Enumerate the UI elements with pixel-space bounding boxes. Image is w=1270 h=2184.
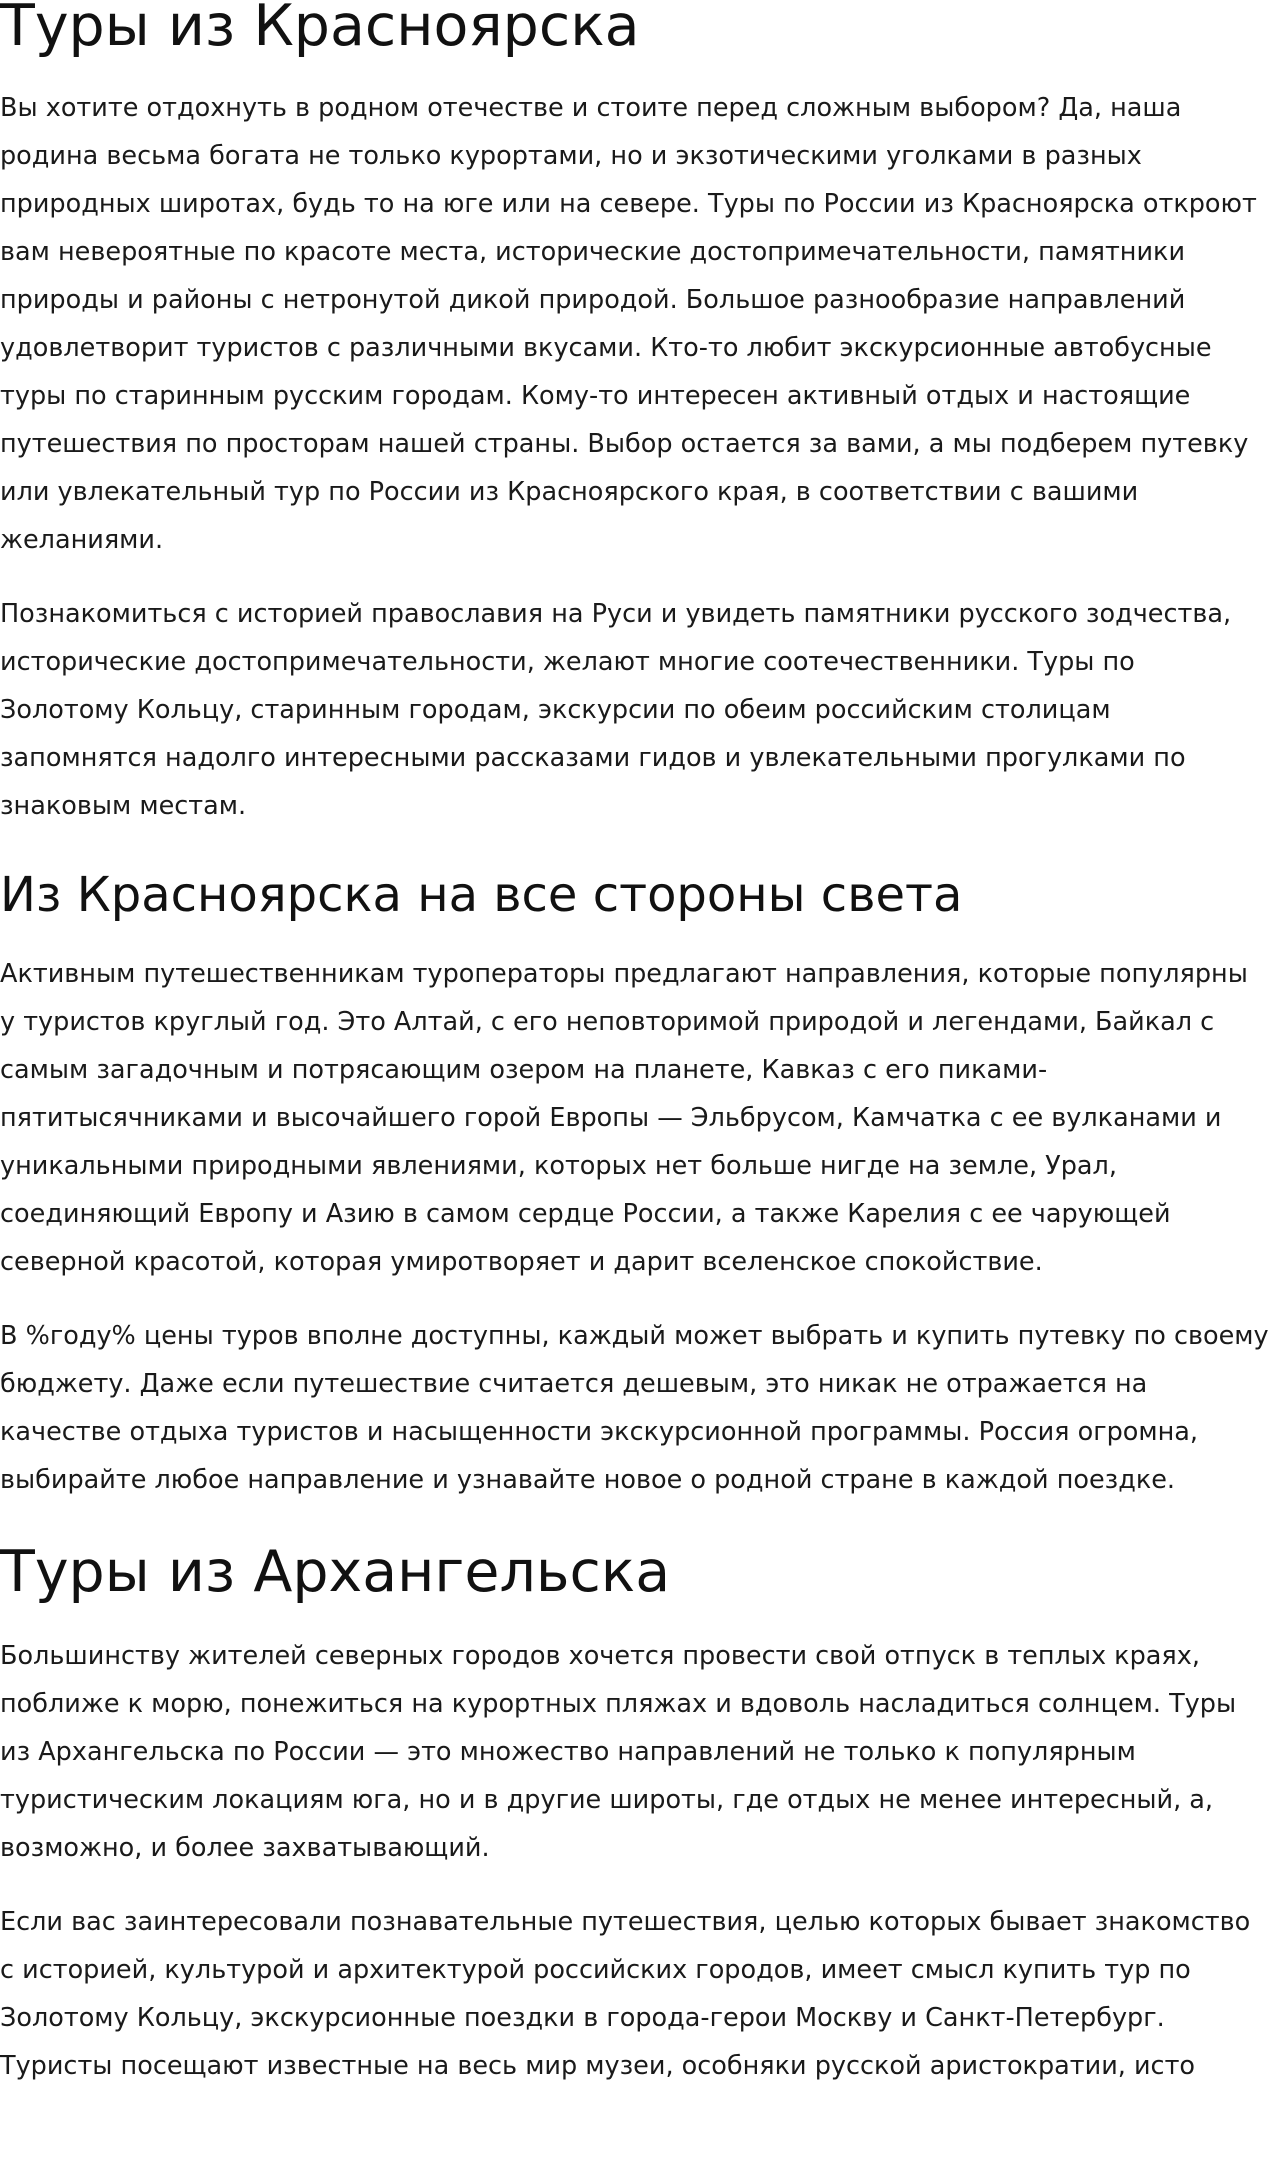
- article-paragraph: Большинству жителей северных городов хочется провести свой отпуск в теплых краях, поближе к морю, понежиться на курортных пляжах и вдоволь насладиться солнцем. Туры из Архангельска по России — это множество направлений не только к популярным туристическим локациям юга, но и в другие широты, где отдых не менее интересный, а, возможно, и более захватывающий.: [0, 1641, 1237, 1863]
- article-title-arkhangelsk: Туры из Архангельска: [0, 1539, 671, 1605]
- article-title-krasnoyarsk: Туры из Красноярска: [0, 0, 640, 59]
- article-paragraph: Познакомиться с историей православия на Руси и увидеть памятники русского зодчества, исторические достопримечательности, желают многие соотечественники. Туры по Золотому Кольцу, старинным городам, экскурсии по обеим российским столицам запомнятся надолго интересными рассказами гидов и увлекательными прогулками по знаковым местам.: [0, 599, 1232, 821]
- section-heading-all-directions: Из Красноярска на все стороны света: [0, 867, 963, 923]
- article-paragraph: В %году% цены туров вполне доступны, каждый может выбрать и купить путевку по своему бюджету. Даже если путешествие считается дешевым, это никак не отражается на качестве отдыха туристов и насыщенности экскурсионной программы. Россия огромна, выбирайте любое направление и узнавайте новое о родной стране в каждой поездке.: [0, 1321, 1269, 1495]
- article-paragraph: Вы хотите отдохнуть в родном отечестве и стоите перед сложным выбором? Да, наша родина весьма богата не только курортами, но и экзотическими уголками в разных природных широтах, будь то на юге или на севере. Туры по России из Красноярска откроют вам невероятные по красоте места, исторические достопримечательности, памятники природы и районы с нетронутой дикой природой. Большое разнообразие направлений удовлетворит туристов с различными вкусами. Кто-то любит экскурсионные автобусные туры по старинным русским городам. Кому-то интересен активный отдых и настоящие путешествия по просторам нашей страны. Выбор остается за вами, а мы подберем путевку или увлекательный тур по России из Красноярского края, в соответствии с вашими желаниями.: [0, 93, 1257, 555]
- article-paragraph: Если вас заинтересовали познавательные путешествия, целью которых бывает знакомство с историей, культурой и архитектурой российских городов, имеет смысл купить тур по Золотому Кольцу, экскурсионные поездки в города-герои Москву и Санкт-Петербург. Туристы посещают известные на весь мир музеи, особняки русской аристократии, исто: [0, 1907, 1251, 2081]
- article-paragraph: Активным путешественникам туроператоры предлагают направления, которые популярны у туристов круглый год. Это Алтай, с его неповторимой природой и легендами, Байкал с самым загадочным и потрясающим озером на планете, Кавказ с его пиками-пятитысячниками и высочайшего горой Европы — Эльбрусом, Камчатка с ее вулканами и уникальными природными явлениями, которых нет больше нигде на земле, Урал, соединяющий Европу и Азию в самом сердце России, а также Карелия с ее чарующей северной красотой, которая умиротворяет и дарит вселенское спокойствие.: [0, 959, 1248, 1277]
